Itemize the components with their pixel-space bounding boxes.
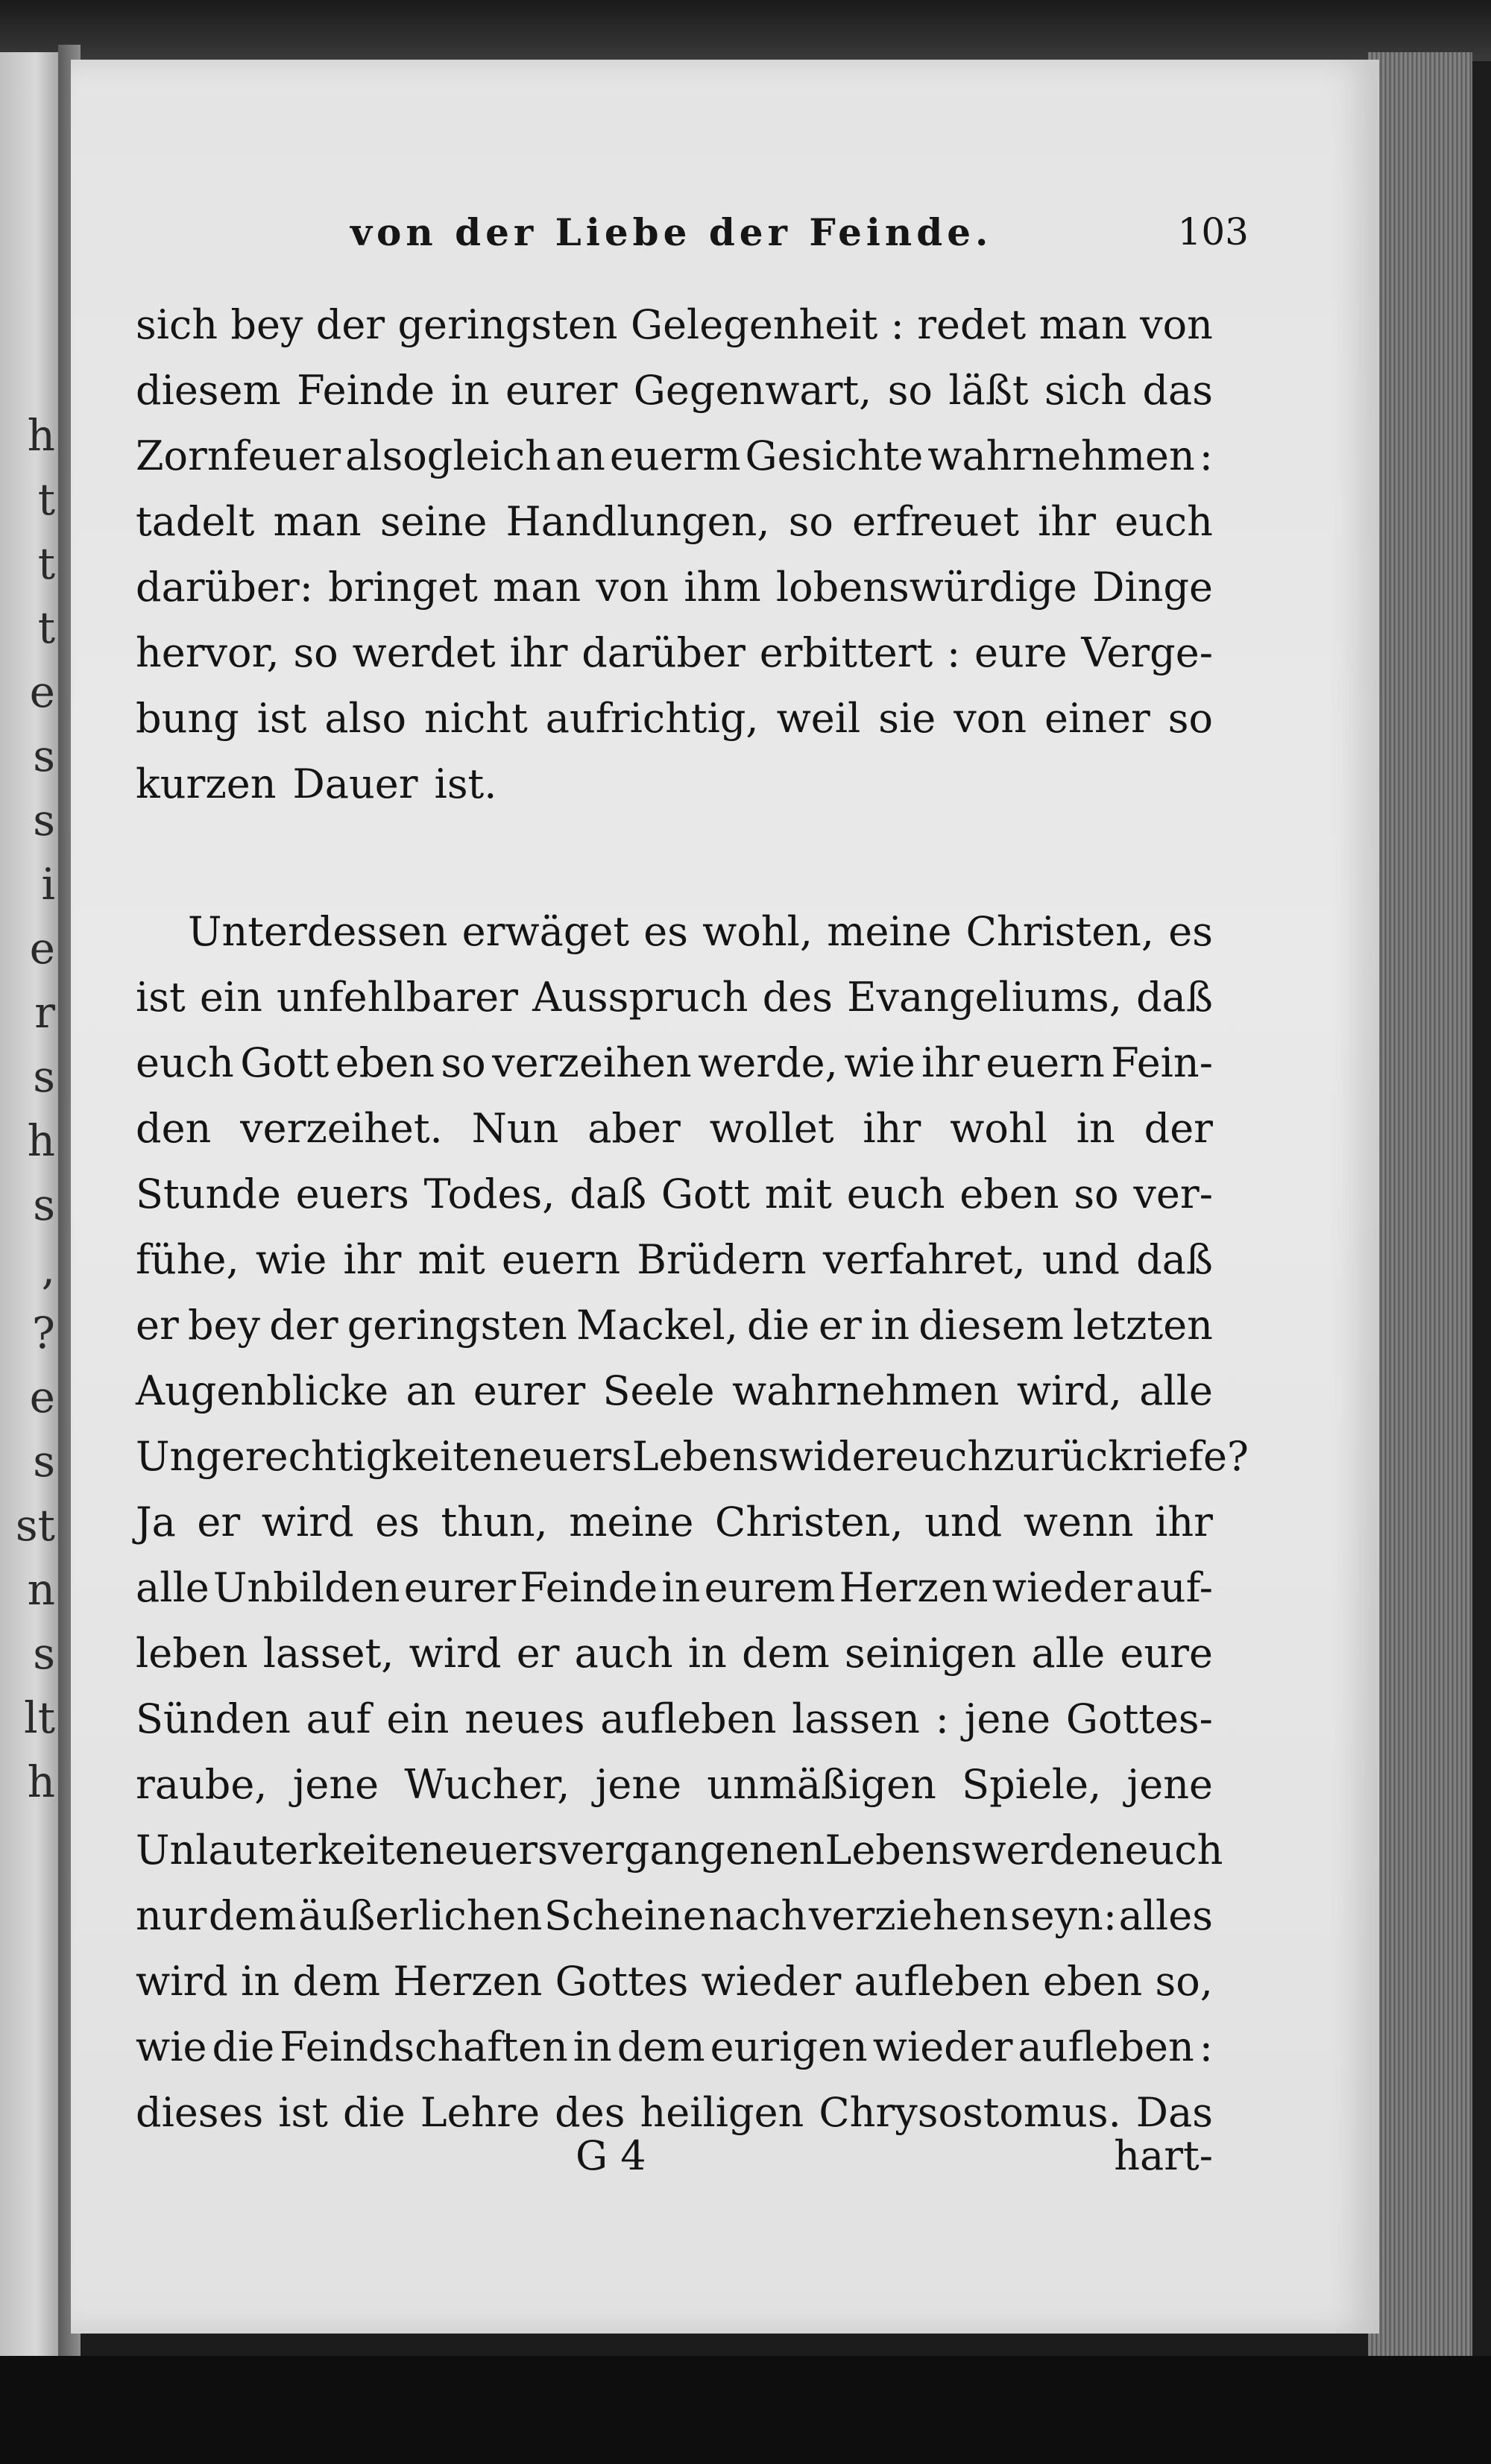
text-line: wie die Feindschaften in dem eurigen wieder aufleben : — [136, 2023, 1213, 2070]
facing-page-glyph: h — [27, 1756, 55, 1807]
facing-page-glyph: e — [29, 923, 55, 974]
paragraph-gap — [136, 817, 1213, 899]
facing-page-glyph: h — [27, 410, 55, 461]
top-shadow — [0, 0, 1491, 61]
text-line: Sünden auf ein neues aufleben lassen : jene Gottes- — [136, 1695, 1213, 1742]
facing-page-glyph: t — [37, 602, 55, 653]
page-stack-edge — [1368, 52, 1472, 2360]
facing-page-glyph: t — [37, 474, 55, 525]
text-line: Ja er wird es thun, meine Christen, und wenn ihr — [136, 1499, 1213, 1545]
text-line: diesem Feinde in eurer Gegenwart, so läßt sich das — [136, 367, 1213, 414]
facing-page-glyph: h — [27, 1115, 55, 1166]
facing-page-glyph: , — [41, 1244, 55, 1294]
text-line: Unterdessen erwäget es wohl, meine Christen, es — [188, 908, 1213, 955]
text-line: sich bey der geringsten Gelegenheit : redet man von — [136, 301, 1213, 348]
text-line: leben lasset, wird er auch in dem seinigen alle eure — [136, 1630, 1213, 1677]
facing-page-glyph: s — [33, 1436, 55, 1487]
text-line: Augenblicke an eurer Seele wahrnehmen wird, alle — [136, 1367, 1213, 1414]
facing-page-glyph: ? — [31, 1308, 55, 1358]
facing-page-glyph: s — [33, 731, 55, 781]
text-line: raube, jene Wucher, jene unmäßigen Spiele, jene — [136, 1761, 1213, 1808]
text-line: er bey der geringsten Mackel, die er in diesem letzten — [136, 1302, 1213, 1349]
facing-page-glyph: t — [37, 538, 55, 589]
facing-page-glyph: s — [33, 795, 55, 845]
facing-page-glyph: lt — [24, 1692, 55, 1743]
text-line: hervor, so werdet ihr darüber erbittert : eure Verge- — [136, 629, 1213, 676]
facing-page-glyph: s — [33, 1628, 55, 1679]
text-line: Unlauterkeiten euers vergangenen Lebens werden euch — [136, 1827, 1223, 1874]
text-line: ist ein unfehlbarer Ausspruch des Evangeliums, daß — [136, 974, 1213, 1021]
page-footer — [136, 2132, 1213, 2192]
text-line: bung ist also nicht aufrichtig, weil sie von einer so — [136, 695, 1213, 742]
facing-page-glyph: s — [33, 1179, 55, 1230]
facing-page-glyph: s — [33, 1051, 55, 1102]
body-text — [136, 292, 1249, 2146]
facing-page-glyph: n — [27, 1564, 55, 1615]
text-line: dieses ist die Lehre des heiligen Chrysostomus. Das — [136, 2089, 1213, 2136]
facing-page-glyph: e — [29, 667, 55, 717]
text-line: kurzen Dauer ist. — [136, 760, 497, 807]
text-line: Stunde euers Todes, daß Gott mit euch eben so ver- — [136, 1170, 1213, 1217]
text-line: darüber: bringet man von ihm lobenswürdige Dinge — [136, 564, 1213, 611]
text-line: euch Gott eben so verzeihen werde, wie ihr euern Fein- — [136, 1039, 1213, 1086]
signature-mark: G 4 — [576, 2132, 646, 2179]
page-number: 103 — [1177, 210, 1249, 253]
text-line: nur dem äußerlichen Scheine nach verziehen seyn: alles — [136, 1892, 1213, 1939]
text-line: tadelt man seine Handlungen, so erfreuet ihr euch — [136, 498, 1213, 545]
text-line: alle Unbilden eurer Feinde in eurem Herzen wieder auf- — [136, 1564, 1213, 1611]
text-line: Ungerechtigkeiten euers Lebens wider euch zurück riefe ? — [136, 1433, 1249, 1480]
text-line: wird in dem Herzen Gottes wieder aufleben eben so, — [136, 1958, 1213, 2005]
facing-page-glyph: st — [15, 1500, 55, 1551]
facing-page-glyph: r — [34, 987, 55, 1038]
running-head: von der Liebe der Feinde. — [350, 210, 993, 254]
facing-page-edge — [0, 52, 66, 2386]
facing-page-glyph: i — [41, 859, 55, 910]
facing-page-glyph: e — [29, 1372, 55, 1422]
catchword: hart- — [1114, 2132, 1213, 2179]
bottom-shadow — [0, 2356, 1491, 2464]
text-line: den verzeihet. Nun aber wollet ihr wohl in der — [136, 1105, 1213, 1152]
facing-page-glyphs — [3, 410, 55, 1807]
text-line: Zornfeuer alsogleich an euerm Gesichte wahrnehmen : — [136, 432, 1213, 479]
text-line: fühe, wie ihr mit euern Brüdern verfahret, und daß — [136, 1236, 1213, 1283]
